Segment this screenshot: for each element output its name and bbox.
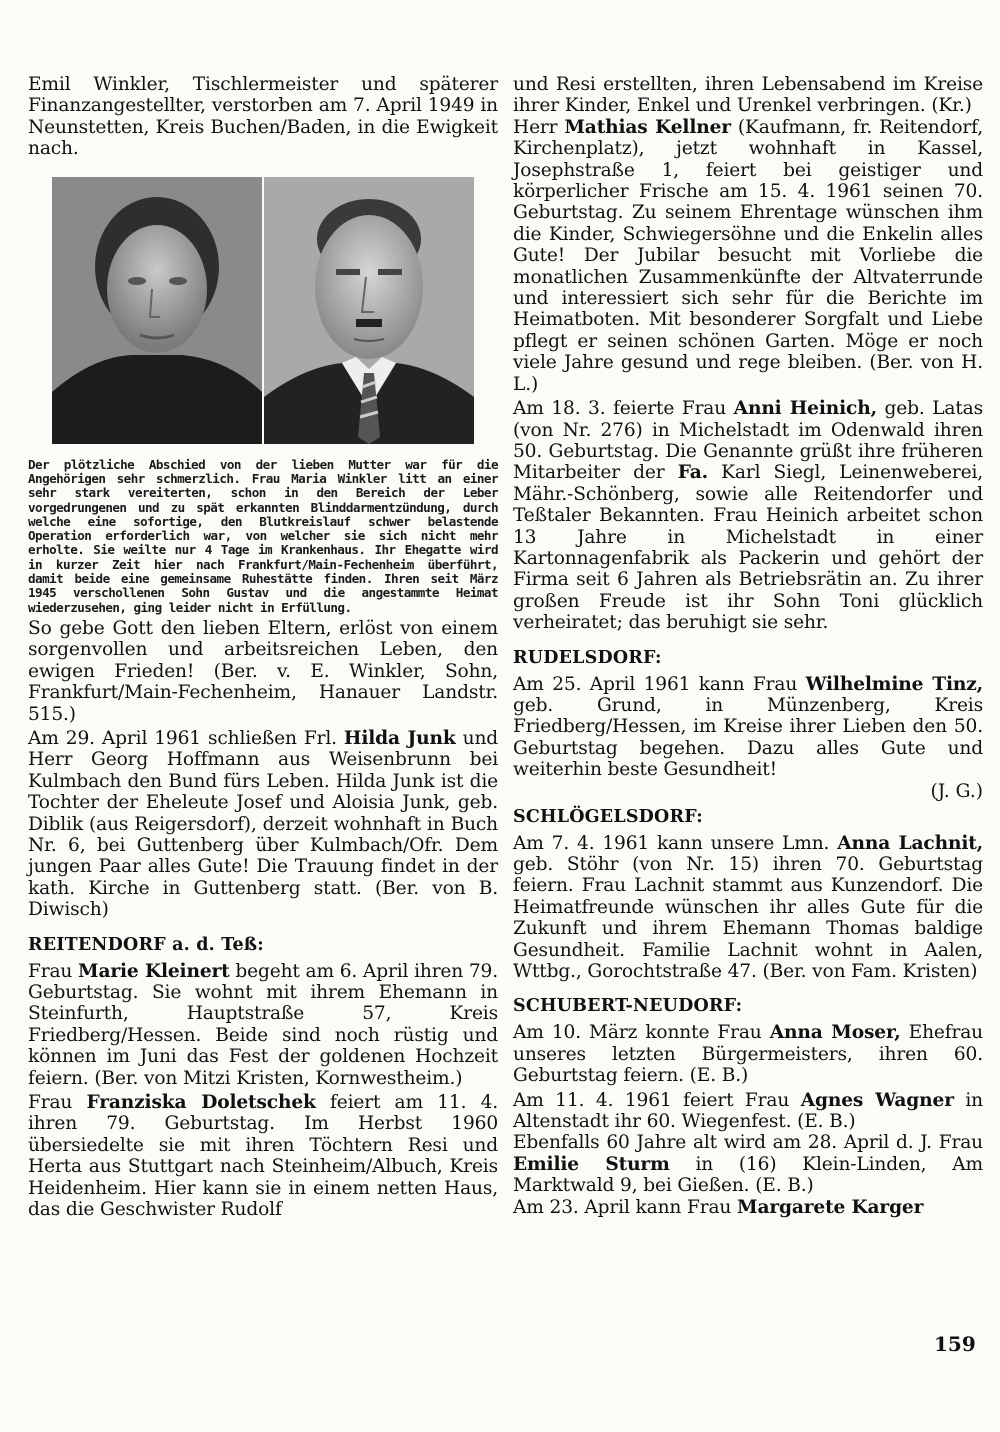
photo-caption: Der plötzliche Abschied von der lieben Mutter war für die Angehörigen sehr schmerzlich. Frau Maria Winkler litt an einer sehr stark vereiterten, schon in den Bereich der Leber vorgedrungenen und zu spät erkannten Blinddarmentzündung, durch welche eine sofortige, den Blutkreislauf schwer belastende Operation erforderlich war, von welcher sie sich nicht mehr erholte. Sie weilte nur 4 Tage im Krankenhaus. Ihr Ehegatte wird in kurzer Zeit hier nach Frankfurt/Main-Fechenheim überführt, damit beide eine gemeinsame Ruhestätte finden. Ihren seit März 1945 verschollenen Sohn Gustav und die angestammte Heimat wiederzusehen, ging leider nicht in Erfüllung. bbox=[28, 456, 498, 615]
paragraph-kleinert: Frau Marie Kleinert begeht am 6. April ihren 79. Geburtstag. Sie wohnt mit ihrem Ehemann in Steinfurth, Hauptstraße 57, Kreis Friedberg/Hessen. Beide sind noch rüstig und können im Juni das Fest der goldenen Hochzeit feiern. (Ber. von Mitzi Kristen, Kornwestheim.) bbox=[28, 960, 498, 1089]
paragraph-doletschek: Frau Franziska Doletschek feiert am 11. 4. ihren 79. Geburtstag. Im Herbst 1960 übersiedelte sie mit ihren Töchtern Resi und Herta aus Stuttgart nach Steinheim/Albuch, Kreis Heidenheim. Hier kann sie in einem netten Haus, das die Geschwister Rudolf bbox=[28, 1092, 499, 1221]
paragraph-moser: Am 10. März konnte Frau Anna Moser, Ehefrau unseres letzten Bürgermeisters, ihren 60. Geburtstag feiern. (E. B.) bbox=[513, 1022, 983, 1087]
heading-reitendorf: REITENDORF a. d. Teß: bbox=[28, 934, 264, 955]
intro-paragraph: Emil Winkler, Tischlermeister und späterer Finanzangestellter, verstorben am 7. April 1949 in Neunstetten, Kreis Buchen/Baden, in die Ewigkeit nach. bbox=[28, 74, 498, 160]
page-number: 159 bbox=[934, 1332, 976, 1356]
paragraph-karger: Am 23. April kann Frau Margarete Karger bbox=[513, 1196, 924, 1218]
name-franziska-doletschek: Franziska Doletschek bbox=[86, 1092, 316, 1114]
portrait-photo-woman bbox=[52, 177, 262, 444]
signature-jg: (J. G.) bbox=[930, 780, 983, 802]
right-column bbox=[513, 74, 983, 1218]
left-column bbox=[28, 74, 498, 1220]
name-mathias-kellner: Mathias Kellner bbox=[564, 116, 731, 138]
name-wilhelmine-tinz: Wilhelmine Tinz, bbox=[805, 673, 983, 695]
name-agnes-wagner: Agnes Wagner bbox=[800, 1089, 954, 1111]
name-hilda-junk: Hilda Junk bbox=[343, 727, 456, 749]
name-margarete-karger: Margarete Karger bbox=[737, 1196, 924, 1218]
portrait-photo-man bbox=[264, 177, 474, 444]
firm-abbrev: Fa. bbox=[677, 462, 708, 484]
paragraph-lachnit: Am 7. 4. 1961 kann unsere Lmn. Anna Lachnit, geb. Stöhr (von Nr. 15) ihren 70. Geburtstag feiern. Frau Lachnit stammt aus Kunzendorf. Die Heimatfreunde wünschen ihr alles Gute für die Zukunft und ihrem Ehemann Thomas baldige Gesundheit. Familie Lachnit wohnt in Aalen, Wttbg., Gorochtstraße 47. (Ber. von Fam. Kristen) bbox=[513, 832, 983, 983]
heading-rudelsdorf: RUDELSDORF: bbox=[513, 647, 662, 668]
heading-schloegelsdorf: SCHLÖGELSDORF: bbox=[513, 806, 703, 827]
paragraph-wagner: Am 11. 4. 1961 feiert Frau Agnes Wagner in Altenstadt ihr 60. Wiegenfest. (E. B.) bbox=[513, 1089, 984, 1133]
paragraph-tinz: Am 25. April 1961 kann Frau Wilhelmine Tinz, geb. Grund, in Münzenberg, Kreis Friedberg/Hessen, im Kreise ihrer Lieben den 50. Geburtstag begehen. Dazu alles Gute und weiterhin beste Gesundheit! bbox=[513, 673, 983, 781]
paragraph-heinich: Am 18. 3. feierte Frau Anni Heinich, geb. Latas (von Nr. 276) in Michelstadt im Odenwald ihren 50. Geburtstag. Die Genannte grüßt ihre früheren Mitarbeiter der Fa. Karl Siegl, Leinenweberei, Mähr.-Schönberg, sowie alle Reitendorfer und Teßtaler Bekannten. Frau Heinich arbeitet schon 13 Jahre in Michelstadt in einer Kartonnagenfabrik als Packerin und gehört der Firma seit 6 Jahren als Betriebsrätin an. Zu ihrer großen Freude ist ihr Sohn Toni glücklich verheiratet; das beruhigt sie sehr. bbox=[513, 398, 984, 634]
name-anni-heinich: Anni Heinich, bbox=[733, 398, 877, 420]
paragraph-kellner: Herr Mathias Kellner (Kaufmann, fr. Reitendorf, Kirchenplatz), jetzt wohnhaft in Kassel, Josephstraße 1, feiert bei geistiger und körperlicher Frische am 15. 4. 1961 seinen 70. Geburtstag. Zu seinem Ehrentage wünschen ihm die Kinder, Schwiegersöhne und die Enkelin alles Gute! Der Jubilar besucht mit Vorliebe die monatlichen Zusammenkünfte der Altvaterrunde und interessiert sich sehr für die Berichte im Heimatboten. Mit besonderer Sorgfalt und Liebe pflegt er seinen schönen Garten. Möge er noch viele Jahre gesund und rege bleiben. (Ber. von H. L.) bbox=[513, 116, 983, 395]
paragraph-junk: Am 29. April 1961 schließen Frl. Hilda Junk und Herr Georg Hoffmann aus Weisenbrunn bei Kulmbach den Bund fürs Leben. Hilda Junk ist die Tochter der Eheleute Josef und Aloisia Junk, geb. Diblik (aus Reigersdorf), derzeit wohnhaft in Buch Nr. 6, bei Guttenberg über Kulmbach/Ofr. Dem jungen Paar alles Gute! Die Trauung findet in der kath. Kirche in Guttenberg statt. (Ber. von B. Diwisch) bbox=[28, 727, 499, 921]
paragraph-sturm: Ebenfalls 60 Jahre alt wird am 28. April d. J. Frau Emilie Sturm in (16) Klein-Linden, Am Marktwald 9, bei Gießen. (E. B.) bbox=[513, 1132, 984, 1197]
name-marie-kleinert: Marie Kleinert bbox=[78, 960, 230, 982]
paragraph-continued: und Resi erstellten, ihren Lebensabend im Kreise ihrer Kinder, Enkel und Urenkel verbringen. (Kr.) bbox=[513, 74, 983, 117]
name-anna-lachnit: Anna Lachnit, bbox=[837, 832, 983, 854]
name-emilie-sturm: Emilie Sturm bbox=[513, 1153, 670, 1175]
paragraph-gott: So gebe Gott den lieben Eltern, erlöst von einem sorgenvollen und arbeitsreichen Leben, den ewigen Frieden! (Ber. v. E. Winkler, Sohn, Frankfurt/Main-Fechenheim, Hanauer Landstr. 515.) bbox=[28, 617, 498, 725]
name-anna-moser: Anna Moser, bbox=[769, 1022, 901, 1044]
heading-schubert-neudorf: SCHUBERT-NEUDORF: bbox=[513, 996, 743, 1017]
portrait-photos bbox=[28, 177, 498, 444]
